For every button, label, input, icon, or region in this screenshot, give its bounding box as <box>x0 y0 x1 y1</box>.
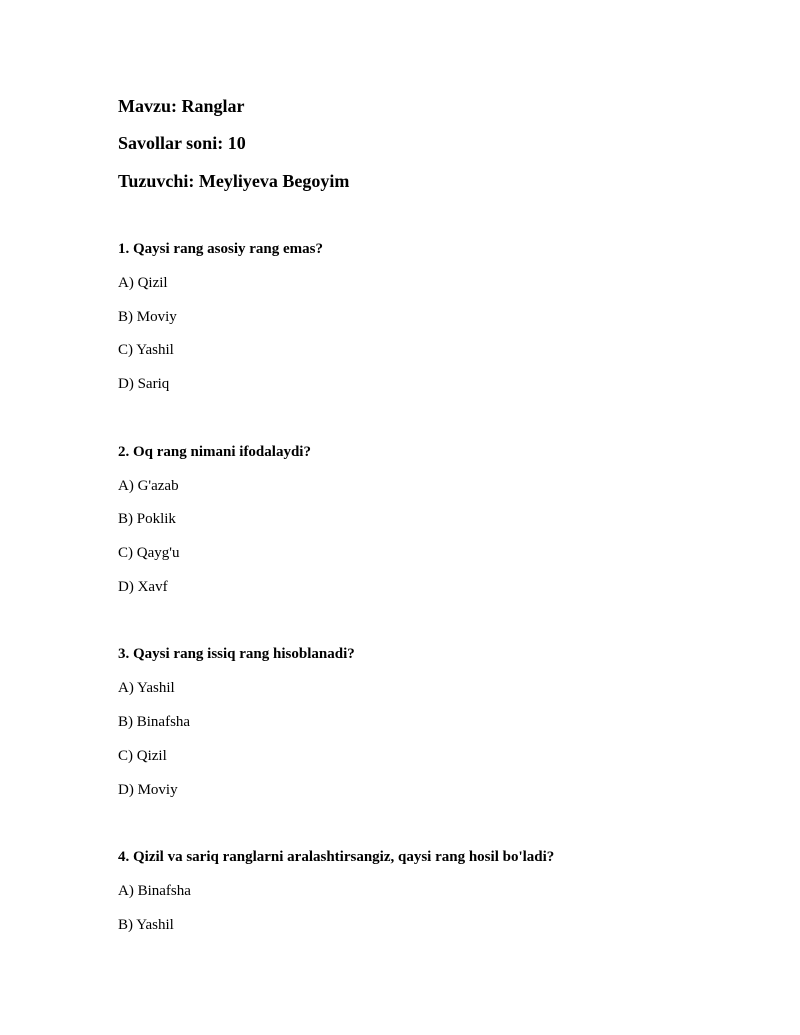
question-1-option-b: B) Moviy <box>118 309 177 325</box>
topic-heading: Mavzu: Ranglar <box>118 96 245 116</box>
question-1-option-c: C) Yashil <box>118 342 174 358</box>
question-2-option-a: A) G'azab <box>118 478 179 494</box>
question-2: 2. Oq rang nimani ifodalaydi? <box>118 444 311 460</box>
question-1: 1. Qaysi rang asosiy rang emas? <box>118 241 324 257</box>
question-4-option-b: B) Yashil <box>118 917 174 933</box>
question-3-option-d: D) Moviy <box>118 782 178 798</box>
question-1-option-a: A) Qizil <box>118 275 168 291</box>
question-2-option-d: D) Xavf <box>118 579 168 595</box>
question-2-option-b: B) Poklik <box>118 511 176 527</box>
question-3-option-b: B) Binafsha <box>118 714 191 730</box>
question-3-option-c: C) Qizil <box>118 748 167 764</box>
question-3: 3. Qaysi rang issiq rang hisoblanadi? <box>118 646 355 662</box>
question-count-heading: Savollar soni: 10 <box>118 133 246 153</box>
question-4: 4. Qizil va sariq ranglarni aralashtirsangiz, qaysi rang hosil bo'ladi? <box>118 849 555 865</box>
question-1-option-d: D) Sariq <box>118 376 170 392</box>
question-2-option-c: C) Qayg'u <box>118 545 180 561</box>
question-4-option-a: A) Binafsha <box>118 883 191 899</box>
author-heading: Tuzuvchi: Meyliyeva Begoyim <box>118 171 350 191</box>
question-3-option-a: A) Yashil <box>118 680 175 696</box>
